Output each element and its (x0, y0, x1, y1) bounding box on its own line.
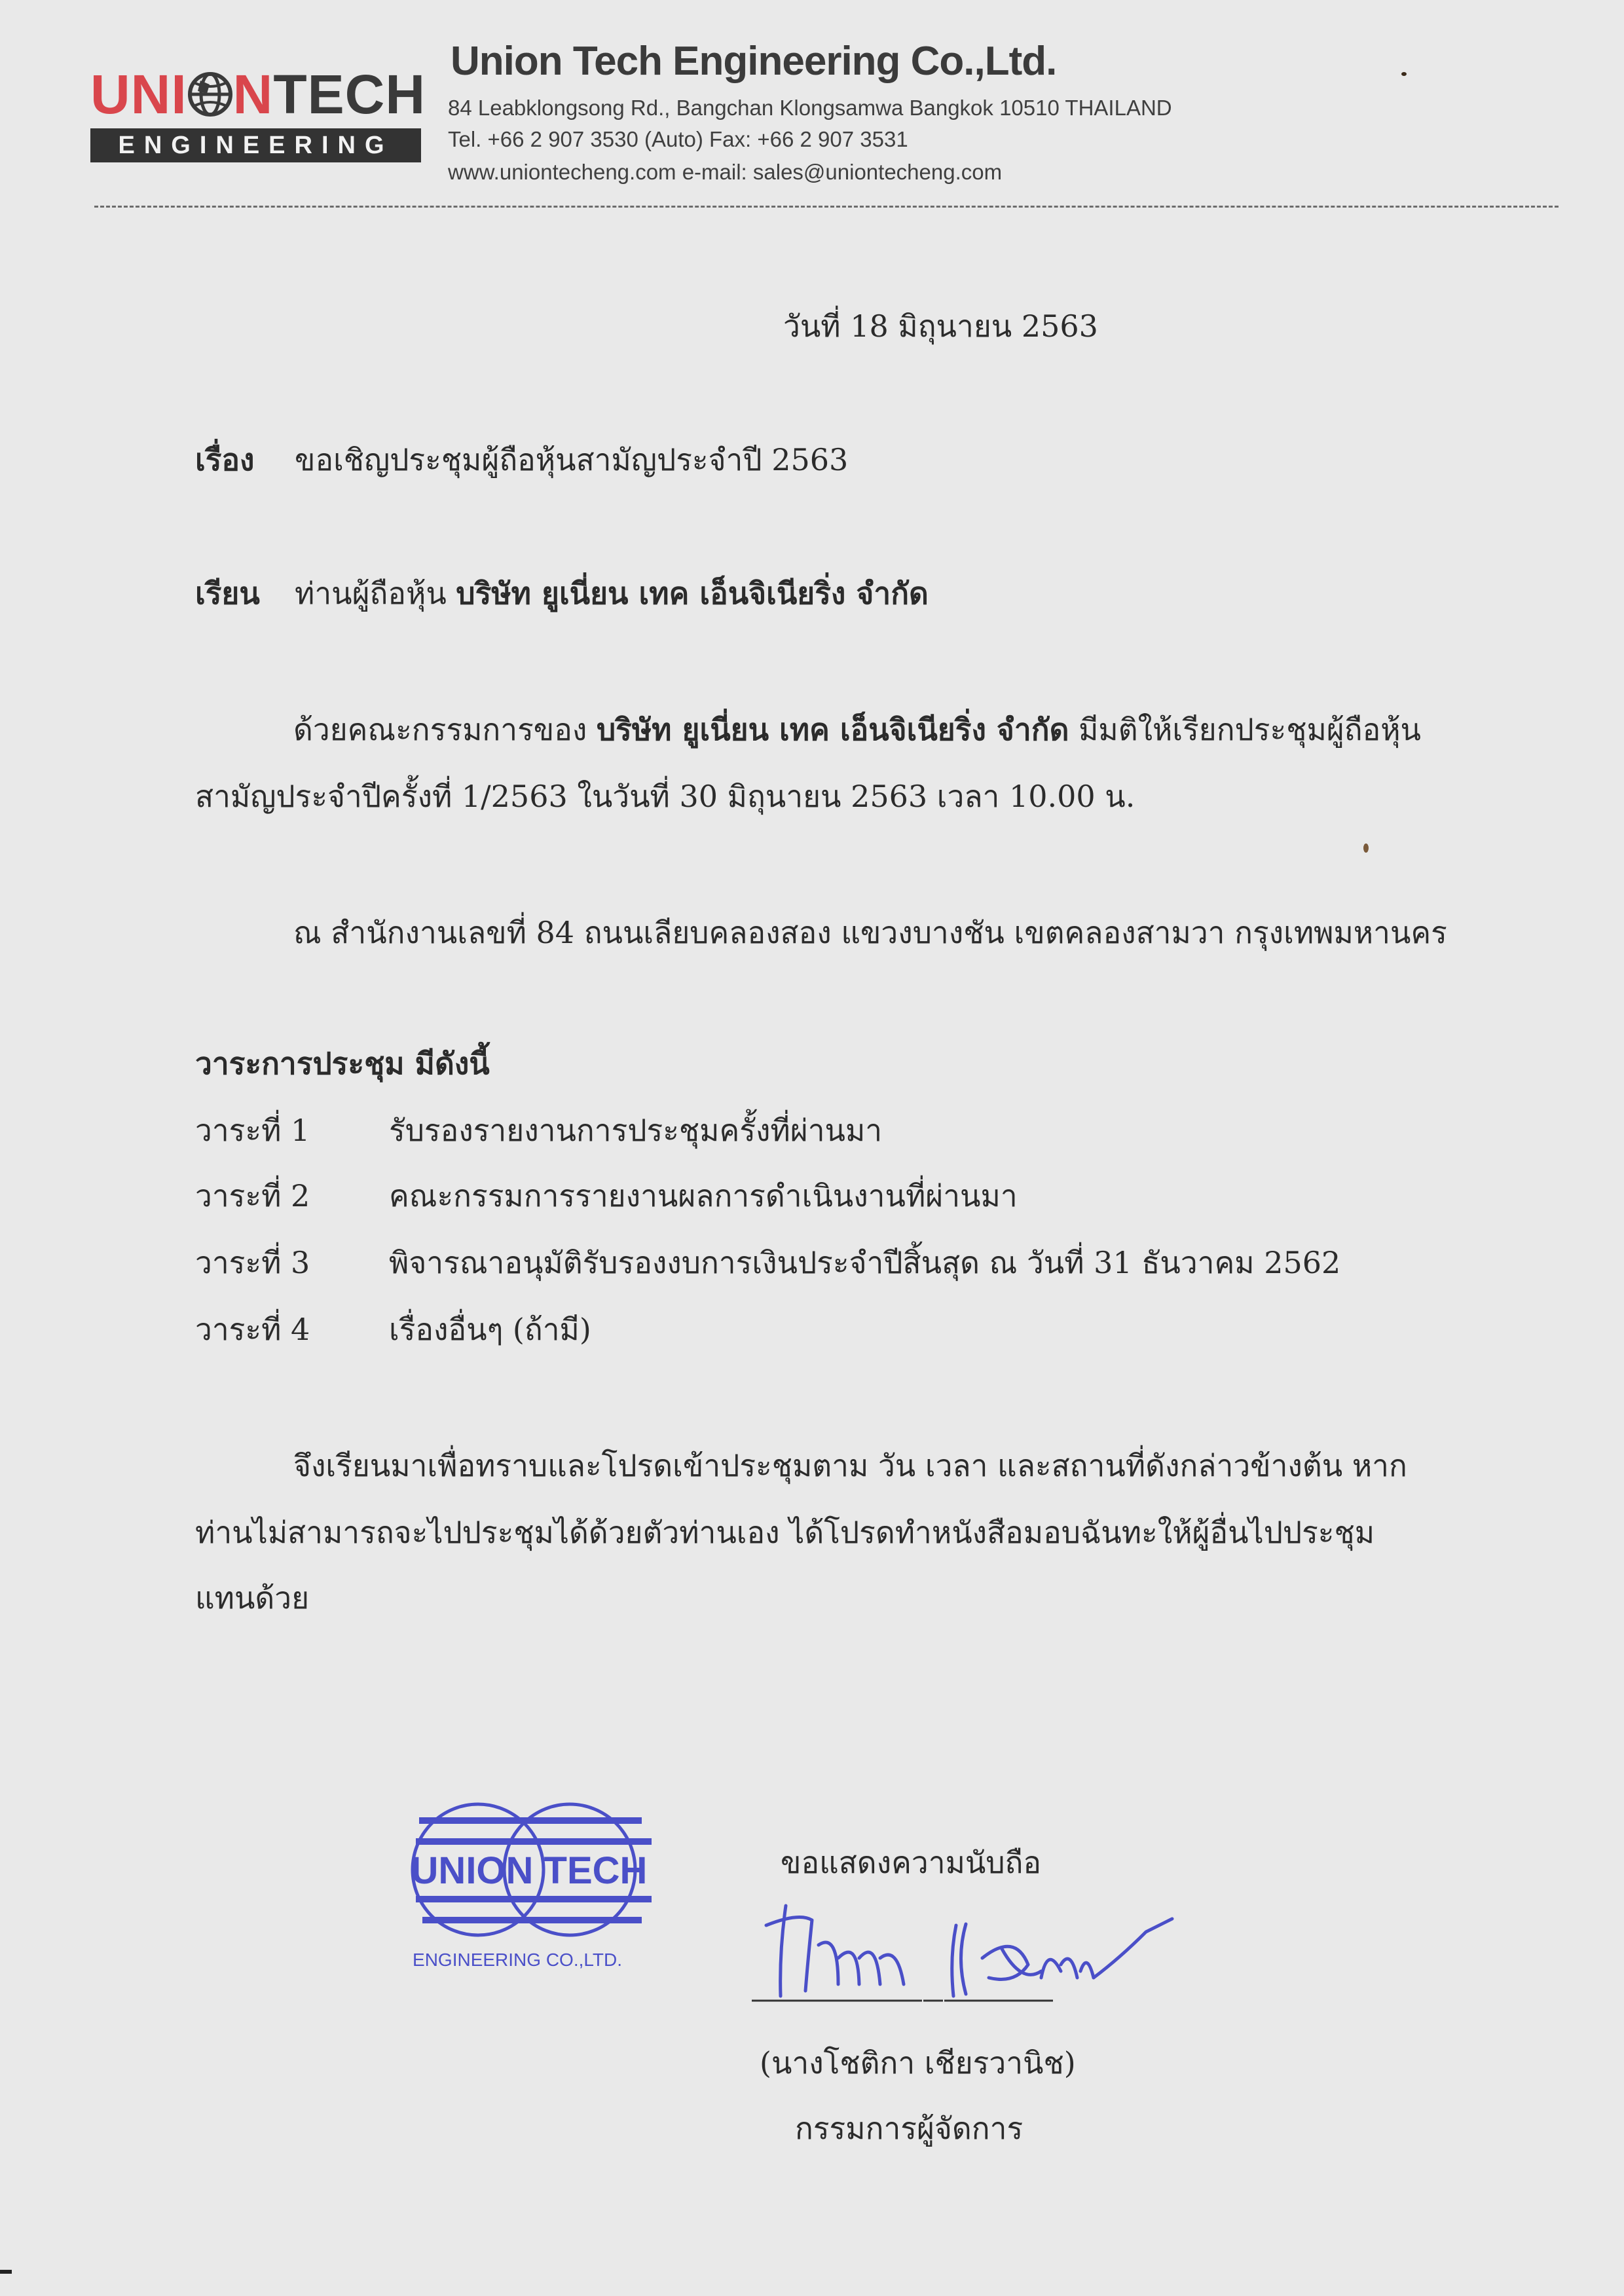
speck (1363, 843, 1369, 853)
closing-line3: แทนด้วย (195, 1580, 310, 1616)
globe-icon (187, 71, 233, 117)
logo-tech-text: TECH (273, 64, 426, 125)
agenda-item-text: รับรองรายงานการประชุมครั้งที่ผ่านมา (389, 1113, 883, 1148)
paragraph1-company: บริษัท ยูเนี่ยน เทค เอ็นจิเนียริ่ง จำกัด (596, 712, 1069, 747)
stamp-subtext: ENGINEERING CO.,LTD. (413, 1950, 622, 1970)
closing-line1: จึงเรียนมาเพื่อทราบและโปรดเข้าประชุมตาม วัน เวลา และสถานที่ดังกล่าวข้างต้น หาก (293, 1448, 1407, 1483)
signatory-position: กรรมการผู้จัดการ (795, 2111, 1024, 2146)
paragraph1-line2: สามัญประจำปีครั้งที่ 1/2563 ในวันที่ 30 มิถุนายน 2563 เวลา 10.00 น. (195, 779, 1135, 814)
closing-line2: ท่านไม่สามารถจะไปประชุมได้ด้วยตัวท่านเอง ได้โปรดทำหนังสือมอบฉันทะให้ผู้อื่นไปประชุม (195, 1515, 1375, 1550)
subject-text: ขอเชิญประชุมผู้ถือหุ้นสามัญประจำปี 2563 (295, 442, 849, 477)
recipient-company: บริษัท ยูเนี่ยน เทค เอ็นจิเนียริ่ง จำกัด (456, 576, 929, 611)
agenda-item-text: คณะกรรมการรายงานผลการดำเนินงานที่ผ่านมา (389, 1178, 1018, 1213)
agenda-heading: วาระการประชุม มีดังนี้ (195, 1046, 490, 1081)
logo-engineering-bar: ENGINEERING (90, 128, 421, 162)
company-web-email: www.uniontecheng.com e-mail: sales@uniontecheng.com (448, 160, 1003, 184)
company-address: 84 Leabklongsong Rd., Bangchan Klongsamwa Bangkok 10510 THAILAND (448, 96, 1172, 120)
handwritten-signature (740, 1886, 1185, 2017)
company-phone-fax: Tel. +66 2 907 3530 (Auto) Fax: +66 2 907 3531 (448, 127, 908, 151)
agenda-item-number: วาระที่ 4 (195, 1312, 310, 1347)
company-name: Union Tech Engineering Co.,Ltd. (451, 39, 1057, 84)
recipient-label: เรียน (195, 576, 260, 611)
recipient-line (295, 570, 929, 618)
company-logo (90, 64, 424, 169)
signatory-name: (นางโชติกา เชียรวานิช) (760, 2045, 1076, 2081)
paragraph1-line1: ด้วยคณะกรรมการของ บริษัท ยูเนี่ยน เทค เอ็นจิเนียริ่ง จำกัด มีมติให้เรียกประชุมผู้ถือหุ้น (293, 712, 1421, 747)
company-stamp (393, 1794, 681, 1991)
agenda-item-number: วาระที่ 1 (195, 1113, 310, 1148)
logo-wordmark: UNI NTECH (90, 64, 426, 125)
speck (1401, 72, 1407, 76)
recipient-text: ท่านผู้ถือหุ้น (295, 576, 456, 611)
letterhead-divider (94, 206, 1559, 208)
regards-text: ขอแสดงความนับถือ (781, 1845, 1042, 1880)
signature-line (752, 1999, 1060, 2003)
venue-line: ณ สำนักงานเลขที่ 84 ถนนเลียบคลองสอง แขวงบางชัน เขตคลองสามวา กรุงเทพมหานคร (293, 915, 1447, 950)
letter-date: วันที่ 18 มิถุนายน 2563 (783, 308, 1098, 344)
speck (0, 2270, 12, 2274)
stamp-text: UNION TECH (411, 1849, 648, 1892)
agenda-item-number: วาระที่ 2 (195, 1178, 310, 1213)
agenda-item-number: วาระที่ 3 (195, 1245, 310, 1280)
agenda-item-text: พิจารณาอนุมัติรับรองงบการเงินประจำปีสิ้นสุด ณ วันที่ 31 ธันวาคม 2562 (389, 1245, 1341, 1280)
agenda-item-text: เรื่องอื่นๆ (ถ้ามี) (389, 1312, 591, 1347)
subject-label: เรื่อง (195, 442, 255, 477)
